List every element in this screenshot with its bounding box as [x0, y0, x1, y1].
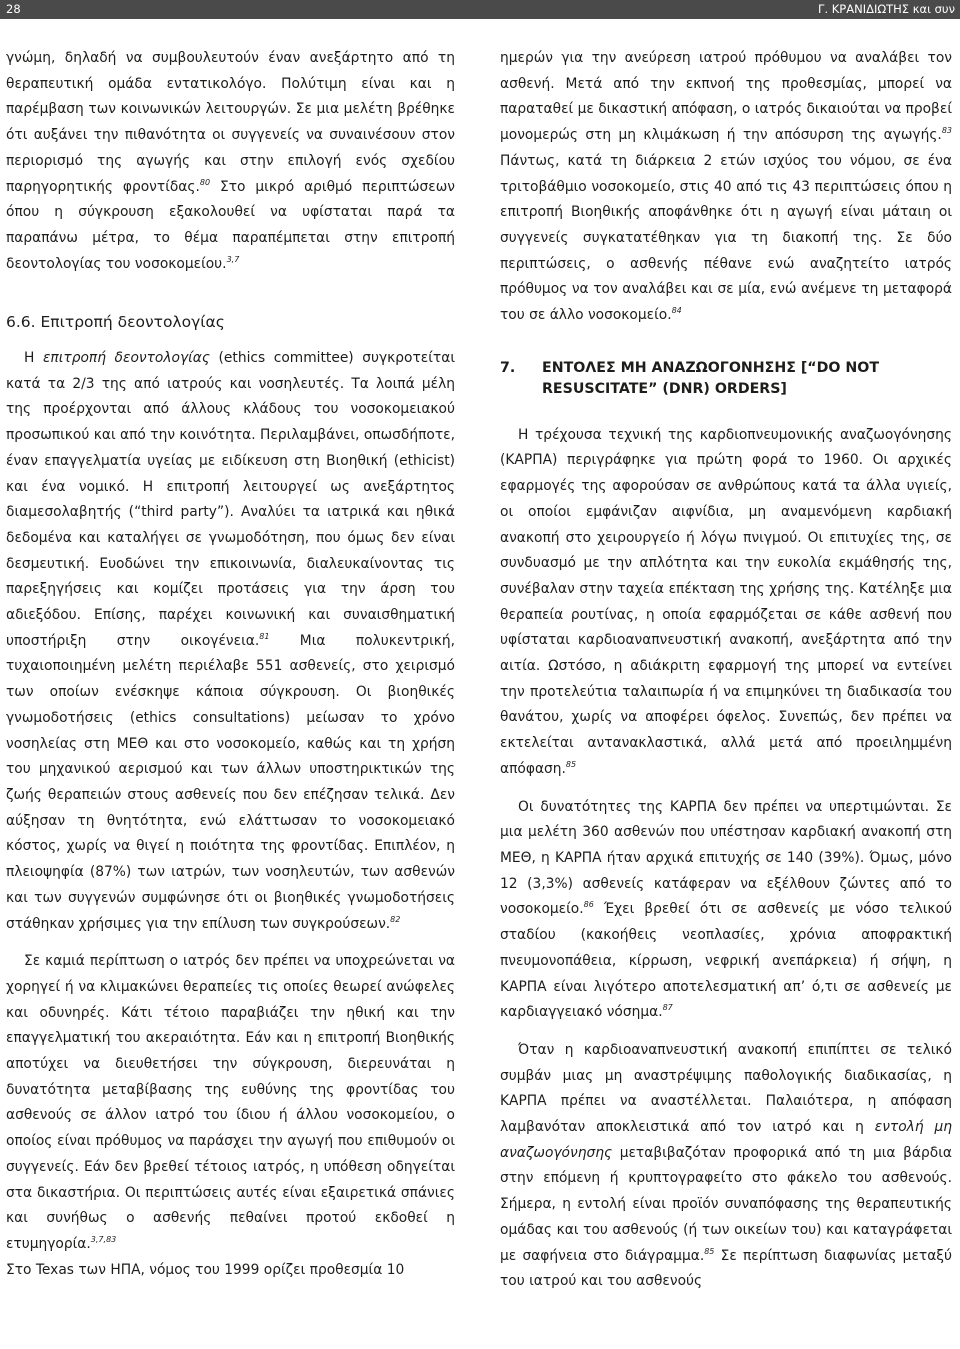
- citation-ref: 3,7: [226, 254, 240, 264]
- left-paragraph-4: [6, 1258, 455, 1284]
- citation-ref: 81: [259, 631, 270, 641]
- citation-ref: 87: [662, 1003, 673, 1013]
- citation-ref: 80: [199, 177, 211, 187]
- text-run: μεταβιβαζόταν προφορικά από τη μια βάρδια στην επόμενη ή κρυπτογραφείτο στο φάκελο του ασθενούς. Σήμερα, η εντολή είναι προϊόν συναπόφασης της θεραπευτικής ομάδας και του ασθενούς (ή των οικείων του) και καταγράφεται με σαφήνεια στο διάγραμμα.: [500, 1144, 952, 1264]
- right-paragraph-2: [500, 423, 952, 783]
- text-run: Έχει βρεθεί ότι σε ασθενείς με νόσο τελικού σταδίου (κακοήθεις νεοπλασίες, χρόνια αποφρακτική πνευμονοπάθεια, κίρρωση, νεφρική ανεπάρκεια) ή σήψη, η ΚΑΡΠΑ είναι λιγότερο αποτελεσματική απ’ ό,τι σε ασθενείς με καρδιαγγειακό νόσημα.: [500, 901, 952, 1021]
- italic-term: εντολή μη αναζωογόνησης: [500, 1119, 952, 1161]
- heading-text: ΕΝΤΟΛΕΣ ΜΗ ΑΝΑΖΩΟΓΟΝΗΣΗΣ [“DO NOT RESUSCITATE” (DNR) ORDERS]: [542, 359, 880, 397]
- text-run: ημερών για την ανεύρεση ιατρού πρόθυμου να αναλάβει τον ασθενή. Μετά από την εκπνοή της προθεσμίας, μπορεί να παραταθεί με δικαστική απόφαση, ο ιατρός δικαιούται να προβεί μονομερώς στη μη κλιμάκωση ή την απόσυρση της αγωγής.: [500, 50, 952, 144]
- text-run: Σε καμιά περίπτωση ο ιατρός δεν πρέπει να υποχρεώνεται να χορηγεί ή να κλιμακώνει θεραπείες τις οποίες θεωρεί ανώφελες και οδυνηρές. Κάτι τέτοιο παραβιάζει την ηθική και την επαγγελματική του ακεραιότητα. Εάν και η επιτροπή Βιοηθικής αποτύχει να διευθετήσει την σύγκρουση, διερευνάται η δυνατότητα μεταβίβασης της ευθύνης της φροντίδας του ασθενούς σε άλλον ιατρό του ίδιου ή άλλου νοσοκομείου, ο οποίος είναι πρόθυμος να παράσχει την αγωγή που επιθυμούν οι συγγενείς. Εάν δεν βρεθεί τέτοιος ιατρός, η υπόθεση οδηγείται στα δικαστήρια. Οι περιπτώσεις αυτές είναι εξαιρετικά σπάνιες και συνήθως ο ασθενής πεθαίνει προτού εκδοθεί η ετυμηγορία.: [6, 953, 455, 1252]
- citation-ref: 83: [941, 126, 952, 136]
- italic-term: επιτροπή δεοντολογίας: [42, 350, 210, 367]
- citation-ref: 86: [583, 900, 594, 910]
- section-title: 6.6. Επιτροπή δεοντολογίας: [6, 313, 225, 332]
- running-title: Γ. ΚΡΑΝΙΔΙΩΤΗΣ και συν: [818, 2, 955, 16]
- text-run: Η: [24, 350, 43, 367]
- text-run: γνώμη, δηλαδή να συμβουλευτούν έναν ανεξάρτητο από τη θεραπευτική ομάδα εντατικολόγο. Πολύτιμη είναι και η παρέμβαση των κοινωνικών λειτουργών. Σε μια μελέτη βρέθηκε ότι αυξάνει την πιθανότητα οι συγγενείς να συναινέσουν στον περιορισμό της αγωγής και στην επιλογή ενός σχεδίου παρηγορητικής φροντίδας.: [6, 50, 455, 195]
- heading-number: 7.: [500, 359, 516, 376]
- citation-ref: 82: [390, 914, 401, 924]
- right-paragraph-1: [500, 46, 952, 329]
- page-number: 28: [6, 2, 21, 16]
- page-header: [0, 0, 960, 19]
- right-paragraph-4: [500, 1038, 952, 1295]
- left-paragraph-3: [6, 949, 455, 1257]
- text-run: Όταν η καρδιοαναπνευστική ανακοπή επιπίπτει σε τελικό συμβάν μιας μη αναστρέψιμης παθολογικής διαδικασίας, η ΚΑΡΠΑ πρέπει να αναστέλλεται. Παλαιότερα, η απόφαση λαμβανόταν αποκλειστικά από τον ιατρό και η: [500, 1041, 952, 1136]
- left-paragraph-1: [6, 46, 455, 277]
- text-run: (ethics committee) συγκροτείται κατά τα 2/3 της από ιατρούς και νοσηλευτές. Τα λοιπά μέλη της προέρχονται από άλλους κλάδους του νοσοκομειακού προσωπικού και από την κοινότητα. Περιλαμβάνει, οπωσδήποτε, έναν επαγγελματία υγείας με ειδίκευση στη Βιοηθική (ethicist) και ένα νομικό. Η επιτροπή λειτουργεί ως ανεξάρτητος διαμεσολαβητής (“third party”). Αναλύει τα ιατρικά και ηθικά δεδομένα και καταλήγει σε γνωμοδότηση, που όμως δεν είναι δεσμευτική. Ευοδώνει την επικοινωνία, διαλευκαίνοντας τις παρεξηγήσεις και κομίζει προτάσεις για την άρση του αδιεξόδου. Επίσης, παρέχει κοινωνική και συναισθηματική υποστήριξη στην οικογένεια.: [6, 350, 455, 649]
- citation-ref: 85: [565, 759, 577, 769]
- chapter-heading: [500, 358, 952, 400]
- citation-ref: 3,7,83: [90, 1234, 117, 1244]
- citation-ref: 84: [671, 306, 682, 316]
- left-paragraph-2: [6, 346, 455, 937]
- text-run: Οι δυνατότητες της ΚΑΡΠΑ δεν πρέπει να υπερτιμώνται. Σε μια μελέτη 360 ασθενών που υπέστησαν καρδιακή ανακοπή στη ΜΕΘ, η ΚΑΡΠΑ ήταν αρχικά επιτυχής σε 140 (39%). Όμως, μόνο 12 (3,3%) ασθενείς κατάφεραν να εξέλθουν ζώντες από το νοσοκομείο.: [500, 798, 952, 918]
- text-run: Μια πολυκεντρική, τυχαιοποιημένη μελέτη περιέλαβε 551 ασθενείς, στο χειρισμό των οποίων ενέσκηψε κάποια σύγκρουση. Οι βιοηθικές γνωμοδοτήσεις (ethics consultations) μείωσαν το χρόνο νοσηλείας στη ΜΕΘ και στο νοσοκομείο, καθώς και τη χρήση του μηχανικού αερισμού και των άλλων υποστηρικτικών της ζωής θεραπειών στους ασθενείς που δεν επέζησαν τελικά. Δεν αύξησαν τη θνητότητα, ενώ ελάττωσαν το νοσοκομειακό κόστος, χωρίς να θιγεί η ποιότητα της φροντίδας. Επιπλέον, η πλειοψηφία (87%) των ιατρών, των νοσηλευτών, των ασθενών και των συγγενών συμφώνησε ότι οι βιοηθικές γνωμοδοτήσεις στάθηκαν χρήσιμες για την επίλυση των συγκρούσεων.: [6, 632, 455, 932]
- text-run: Στο Texas των ΗΠΑ, νόμος του 1999 ορίζει προθεσμία 10: [6, 1261, 405, 1278]
- right-column: [500, 46, 952, 1295]
- text-run: Η τρέχουσα τεχνική της καρδιοπνευμονικής αναζωογόνησης (ΚΑΡΠΑ) περιγράφηκε για πρώτη φορά το 1960. Οι αρχικές εφαρμογές της αφορούσαν σε ανθρώπους κατά τα άλλα υγιείς, οι οποίοι εμφάνιζαν αιφνίδια, μη αναμενόμενη καρδιακή ανακοπή στο χειρουργείο ή λόγω πνιγμού. Οι επιτυχίες της, σε συνδυασμό με την απλότητα και την ευκολία εκμάθησής της, συνέβαλαν στην ταχεία επέκταση της χρήσης της. Κατέληξε μια θεραπεία ρουτίνας, η οποία εφαρμόζεται σε κάθε ασθενή που υφίσταται καρδιοαναπνευστική ανακοπή, ανεξάρτητα από την αιτία. Ωστόσο, η αδιάκριτη εφαρμογή της μπορεί να εντείνει την προτελεύτια ταλαιπωρία ή να επιμηκύνει τη διαδικασία του θανάτου, χωρίς να αποφέρει όφελος. Συνεπώς, δεν πρέπει να εκτελείται αντανακλαστικά, αλλά μετά από προειλημμένη απόφαση.: [500, 426, 952, 777]
- right-paragraph-3: [500, 795, 952, 1026]
- left-column: [6, 46, 455, 1283]
- text-run: Στο μικρό αριθμό περιπτώσεων όπου η σύγκρουση εξακολουθεί να υφίσταται παρά τα παραπάνω μέτρα, το θέμα παραπέμπεται στην επιτροπή δεοντολογίας του νοσοκομείου.: [6, 178, 455, 272]
- citation-ref: 85: [704, 1246, 715, 1256]
- text-run: Σε περίπτωση διαφωνίας μεταξύ του ιατρού και του ασθενούς: [500, 1247, 952, 1290]
- text-run: Πάντως, κατά τη διάρκεια 2 ετών ισχύος του νόμου, σε ένα τριτοβάθμιο νοσοκομείο, στις 40 από τις 43 περιπτώσεις όπου η επιτροπή Βιοηθικής αποφάνθηκε ότι η αγωγή είναι μάταιη οι συγγενείς συγκατατέθηκαν για τη διακοπή της. Σε δύο περιπτώσεις, ο ασθενής πέθανε ενώ αναζητείτο ιατρός πρόθυμος να τον αναλάβει και σε μία, ενώ ανέμενε τη μεταφορά του σε άλλο νοσοκομείο.: [500, 152, 952, 324]
